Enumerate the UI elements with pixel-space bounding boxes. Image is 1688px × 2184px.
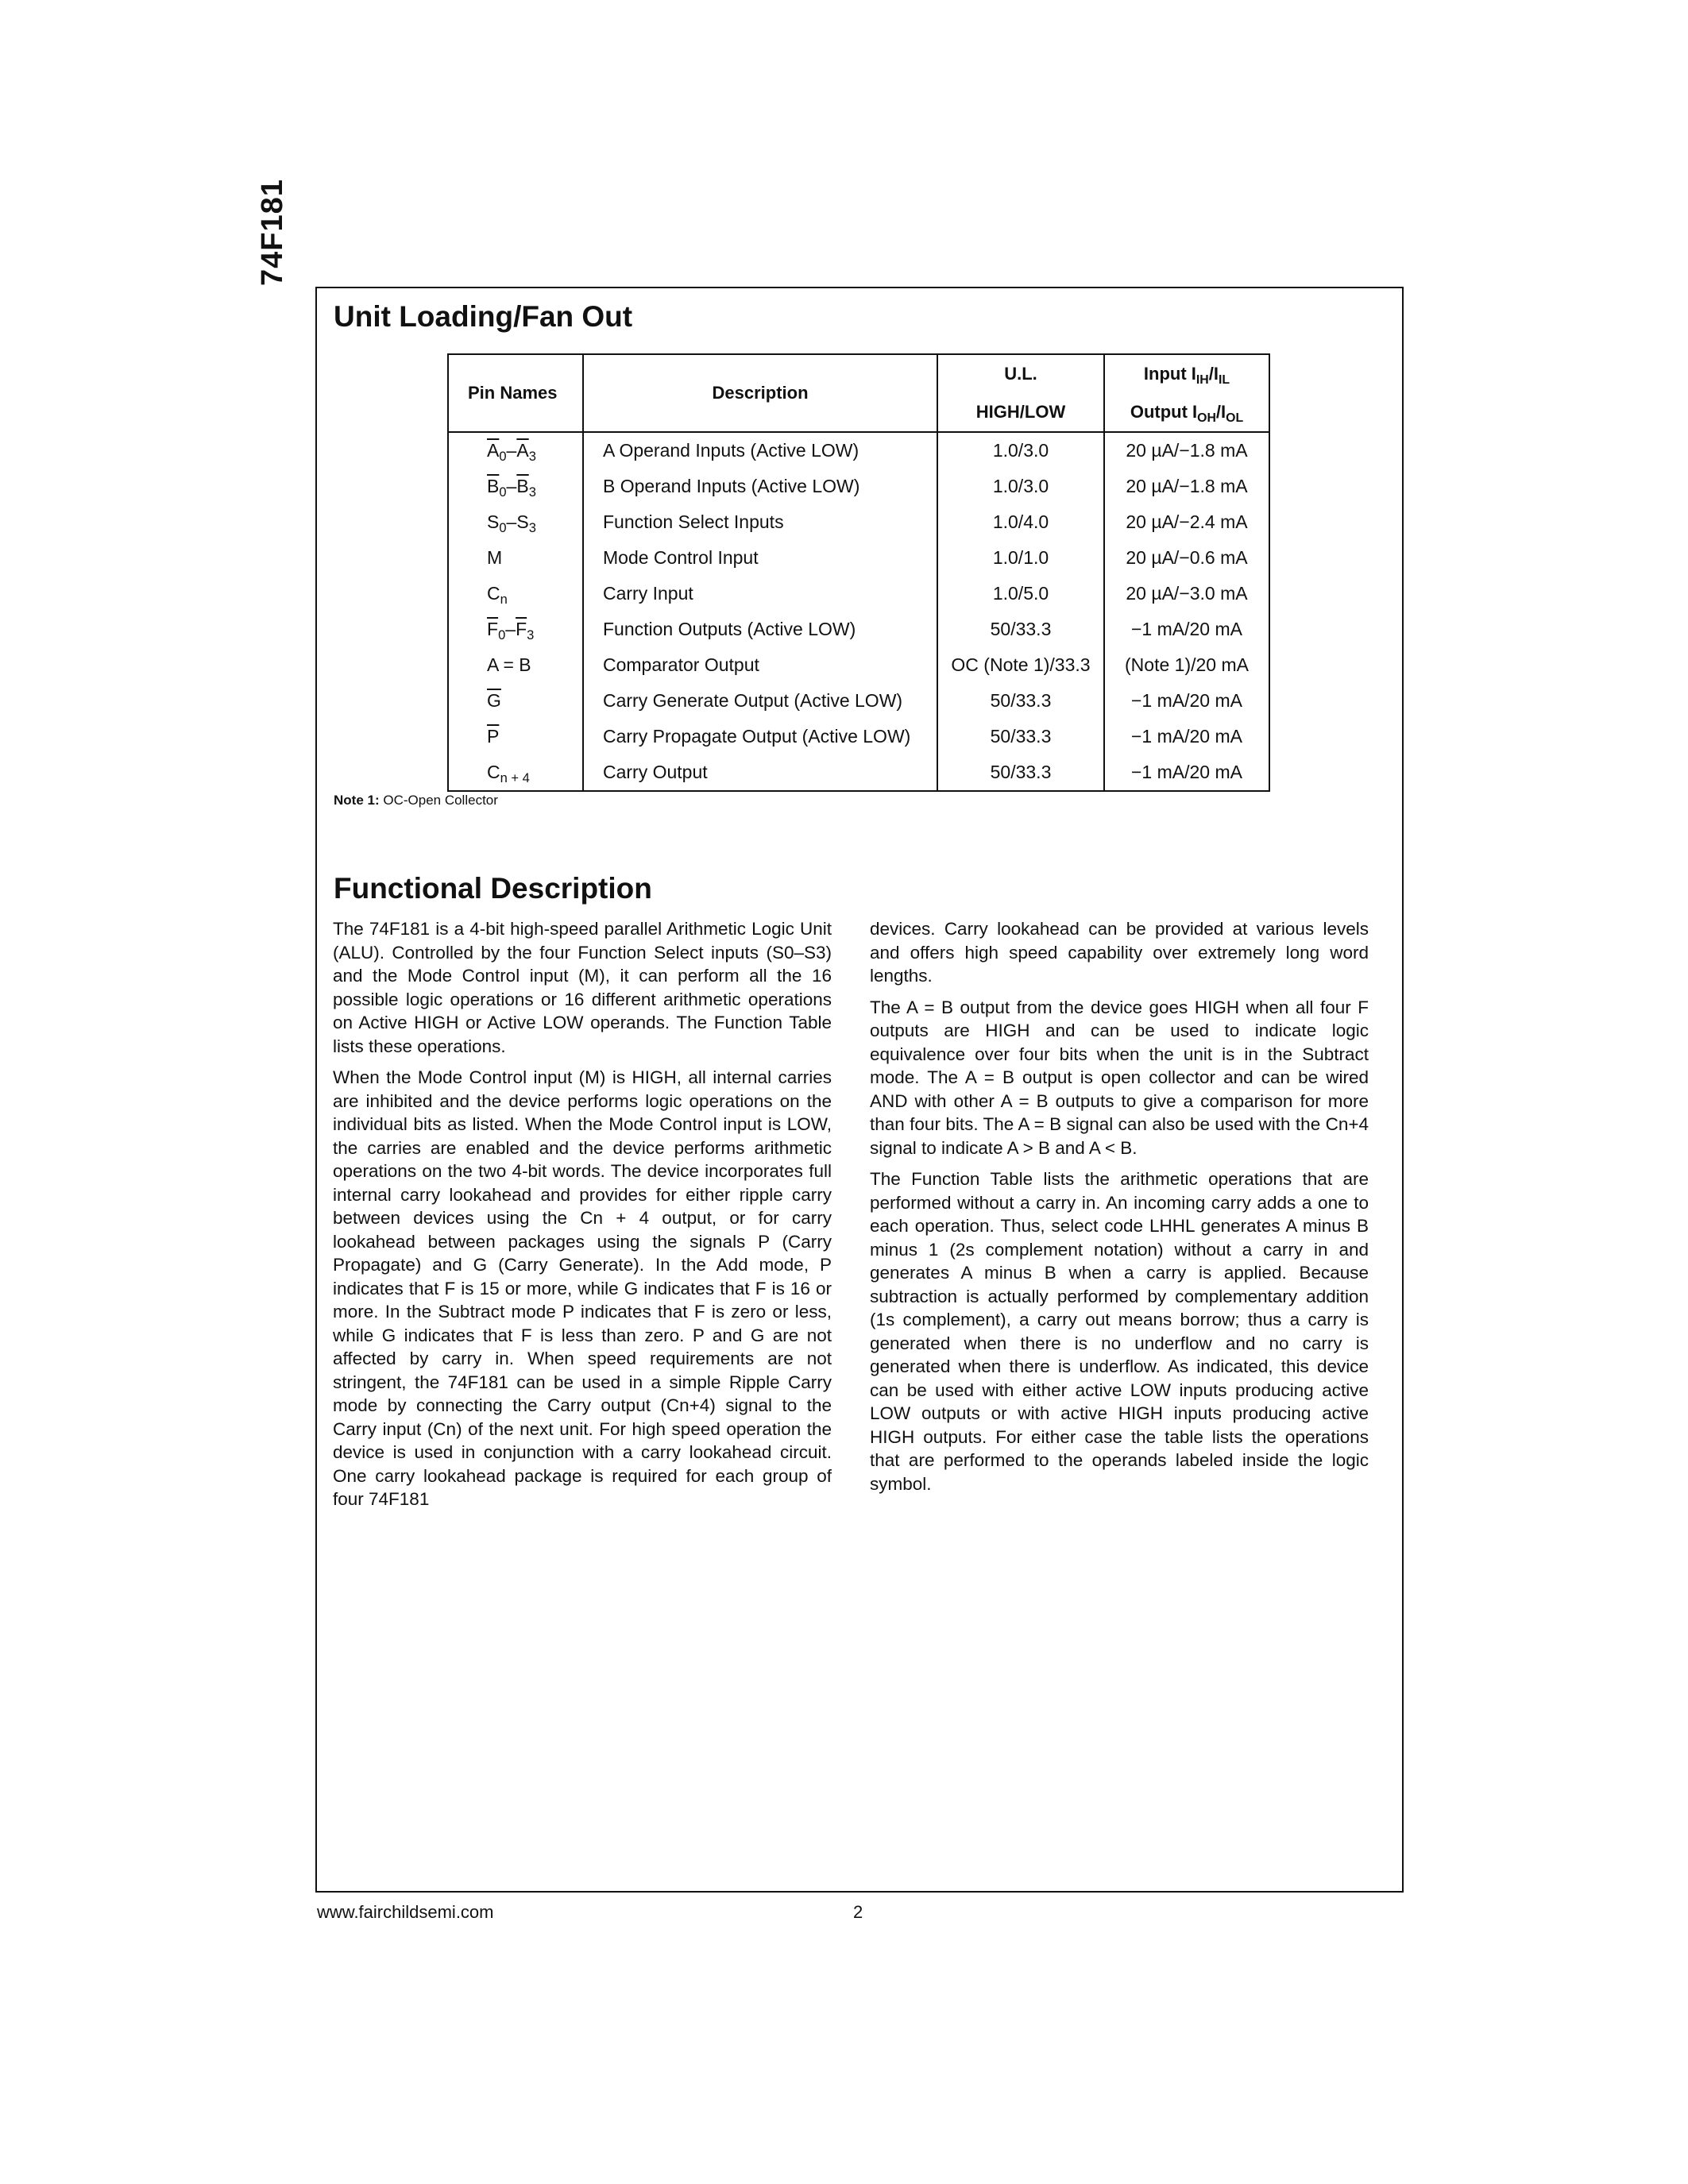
description-cell: Carry Propagate Output (Active LOW) bbox=[583, 719, 937, 754]
note-text: OC-Open Collector bbox=[383, 793, 498, 808]
io-cell: 20 µA/−1.8 mA bbox=[1104, 432, 1269, 469]
io-cell: (Note 1)/20 mA bbox=[1104, 647, 1269, 683]
table-row bbox=[448, 612, 1269, 647]
io-cell: 20 µA/−1.8 mA bbox=[1104, 469, 1269, 504]
pin-cell: $C_n$ bbox=[448, 576, 583, 612]
header-pin-label: Pin Names bbox=[468, 383, 558, 403]
description-cell: Function Select Inputs bbox=[583, 504, 937, 540]
pin-cell bbox=[448, 719, 583, 754]
description-cell: B Operand Inputs (Active LOW) bbox=[583, 469, 937, 504]
header-io-top: Input $I_{IH}/I_{IL}$ bbox=[1143, 364, 1230, 387]
table-row bbox=[448, 647, 1269, 683]
header-io-bottom: Output $I_{OH}/I_{OL}$ bbox=[1130, 402, 1244, 425]
table-note bbox=[334, 793, 498, 808]
unit-loading-heading: Unit Loading/Fan Out bbox=[334, 300, 633, 333]
unit-loading-table bbox=[447, 353, 1270, 792]
ul-cell: 50/33.3 bbox=[937, 754, 1104, 791]
io-cell: −1 mA/20 mA bbox=[1104, 612, 1269, 647]
io-cell: 20 µA/−2.4 mA bbox=[1104, 504, 1269, 540]
functional-right-column bbox=[870, 917, 1369, 1503]
header-ul bbox=[937, 354, 1104, 432]
table-row bbox=[448, 719, 1269, 754]
description-cell: Mode Control Input bbox=[583, 540, 937, 576]
header-ul-top: U.L. bbox=[1004, 364, 1037, 384]
io-cell: 20 µA/−3.0 mA bbox=[1104, 576, 1269, 612]
paragraph: devices. Carry lookahead can be provided at various levels and offers high speed capability over extremely long word lengths. bbox=[870, 919, 1369, 986]
table-row bbox=[448, 683, 1269, 719]
table-row bbox=[448, 504, 1269, 540]
paragraph: The 74F181 is a 4-bit high-speed parallel Arithmetic Logic Unit (ALU). Controlled by the four Function Select inputs (S0–S3) and the Mode Control input (M), it can perform all the 16 possible logic operations or 16 different arithmetic operations on Active HIGH or Active LOW operands. The Function Table lists these operations. bbox=[333, 919, 832, 1056]
table-row bbox=[448, 540, 1269, 576]
io-cell: −1 mA/20 mA bbox=[1104, 683, 1269, 719]
ul-cell: 1.0/5.0 bbox=[937, 576, 1104, 612]
header-io bbox=[1104, 354, 1269, 432]
description-cell: Carry Output bbox=[583, 754, 937, 791]
ul-cell: 1.0/4.0 bbox=[937, 504, 1104, 540]
io-cell: 20 µA/−0.6 mA bbox=[1104, 540, 1269, 576]
part-number-side-title: 74F181 bbox=[256, 179, 289, 286]
header-description-label: Description bbox=[712, 383, 809, 403]
pin-cell bbox=[448, 683, 583, 719]
pin-cell: A = B bbox=[448, 647, 583, 683]
note-label: Note 1: bbox=[334, 793, 380, 808]
table-row bbox=[448, 469, 1269, 504]
paragraph: The A = B output from the device goes HIGH when all four F outputs are HIGH and can be used to indicate logic equivalence over four bits when the unit is in the Subtract mode. The A = B output is open collector and can be wired AND with other A = B outputs to give a comparison for more than four bits. The A = B signal can also be used with the Cn+4 signal to indicate A > B and A < B. bbox=[870, 997, 1369, 1158]
functional-left-column bbox=[333, 917, 832, 1519]
description-cell: Carry Input bbox=[583, 576, 937, 612]
pin-cell: $\overline{F}_0-\overline{F}_3$ bbox=[448, 612, 583, 647]
ul-cell: 50/33.3 bbox=[937, 683, 1104, 719]
page-number: 2 bbox=[853, 1902, 863, 1922]
table-row bbox=[448, 754, 1269, 791]
pin-value: $\overline{P}$ bbox=[487, 726, 500, 747]
header-description bbox=[583, 354, 937, 432]
ul-cell: 1.0/3.0 bbox=[937, 469, 1104, 504]
pin-cell: $\overline{B}_0-\overline{B}_3$ bbox=[448, 469, 583, 504]
table-header-row bbox=[448, 354, 1269, 432]
io-cell: −1 mA/20 mA bbox=[1104, 754, 1269, 791]
functional-description-heading: Functional Description bbox=[334, 872, 652, 905]
description-cell: Carry Generate Output (Active LOW) bbox=[583, 683, 937, 719]
pin-cell: M bbox=[448, 540, 583, 576]
ul-cell: OC (Note 1)/33.3 bbox=[937, 647, 1104, 683]
table-row bbox=[448, 576, 1269, 612]
io-cell: −1 mA/20 mA bbox=[1104, 719, 1269, 754]
header-ul-bottom: HIGH/LOW bbox=[975, 402, 1066, 422]
table-row bbox=[448, 432, 1269, 469]
footer-url: www.fairchildsemi.com bbox=[317, 1902, 494, 1922]
description-cell: Function Outputs (Active LOW) bbox=[583, 612, 937, 647]
header-pin-names bbox=[448, 354, 583, 432]
ul-cell: 1.0/1.0 bbox=[937, 540, 1104, 576]
paragraph: The Function Table lists the arithmetic operations that are performed without a carry in. An incoming carry adds a one to each operation. Thus, select code LHHL generates A minus B minus 1 (2s complement notation) without a carry in and generates A minus B when a carry is applied. Because subtraction is actually performed by complementary addition (1s complement), a carry out means borrow; thus a carry is generated when there is no underflow and no carry is generated when there is underflow. As indicated, this device can be used with either active LOW inputs producing active LOW outputs or with active HIGH inputs producing active HIGH outputs. For either case the table lists the operations that are performed to the operands labeled inside the logic symbol. bbox=[870, 1169, 1369, 1494]
ul-cell: 50/33.3 bbox=[937, 719, 1104, 754]
ul-cell: 1.0/3.0 bbox=[937, 432, 1104, 469]
pin-cell: $S_0-S_3$ bbox=[448, 504, 583, 540]
paragraph: When the Mode Control input (M) is HIGH, all internal carries are inhibited and the device performs logic operations on the individual bits as listed. When the Mode Control input is LOW, the carries are enabled and the device performs arithmetic operations on the two 4-bit words. The device incorporates full internal carry lookahead and provides for either ripple carry between devices using the Cn + 4 output, or for carry lookahead between packages using the signals P (Carry Propagate) and G (Carry Generate). In the Add mode, P indicates that F is 15 or more, while G indicates that F is 16 or more. In the Subtract mode P indicates that F is zero or less, while G indicates that F is less than zero. P and G are not affected by carry in. When speed requirements are not stringent, the 74F181 can be used in a simple Ripple Carry mode by connecting the Carry output (Cn+4) signal to the Carry input (Cn) of the next unit. For high speed operation the device is used in conjunction with a carry lookahead circuit. One carry lookahead package is required for each group of four 74F181 bbox=[333, 1067, 832, 1509]
description-cell: Comparator Output bbox=[583, 647, 937, 683]
ul-cell: 50/33.3 bbox=[937, 612, 1104, 647]
pin-value: $\overline{G}$ bbox=[487, 690, 501, 711]
pin-cell: $\overline{A}_0-\overline{A}_3$ bbox=[448, 432, 583, 469]
pin-cell: $C_{n + 4}$ bbox=[448, 754, 583, 791]
description-cell: A Operand Inputs (Active LOW) bbox=[583, 432, 937, 469]
